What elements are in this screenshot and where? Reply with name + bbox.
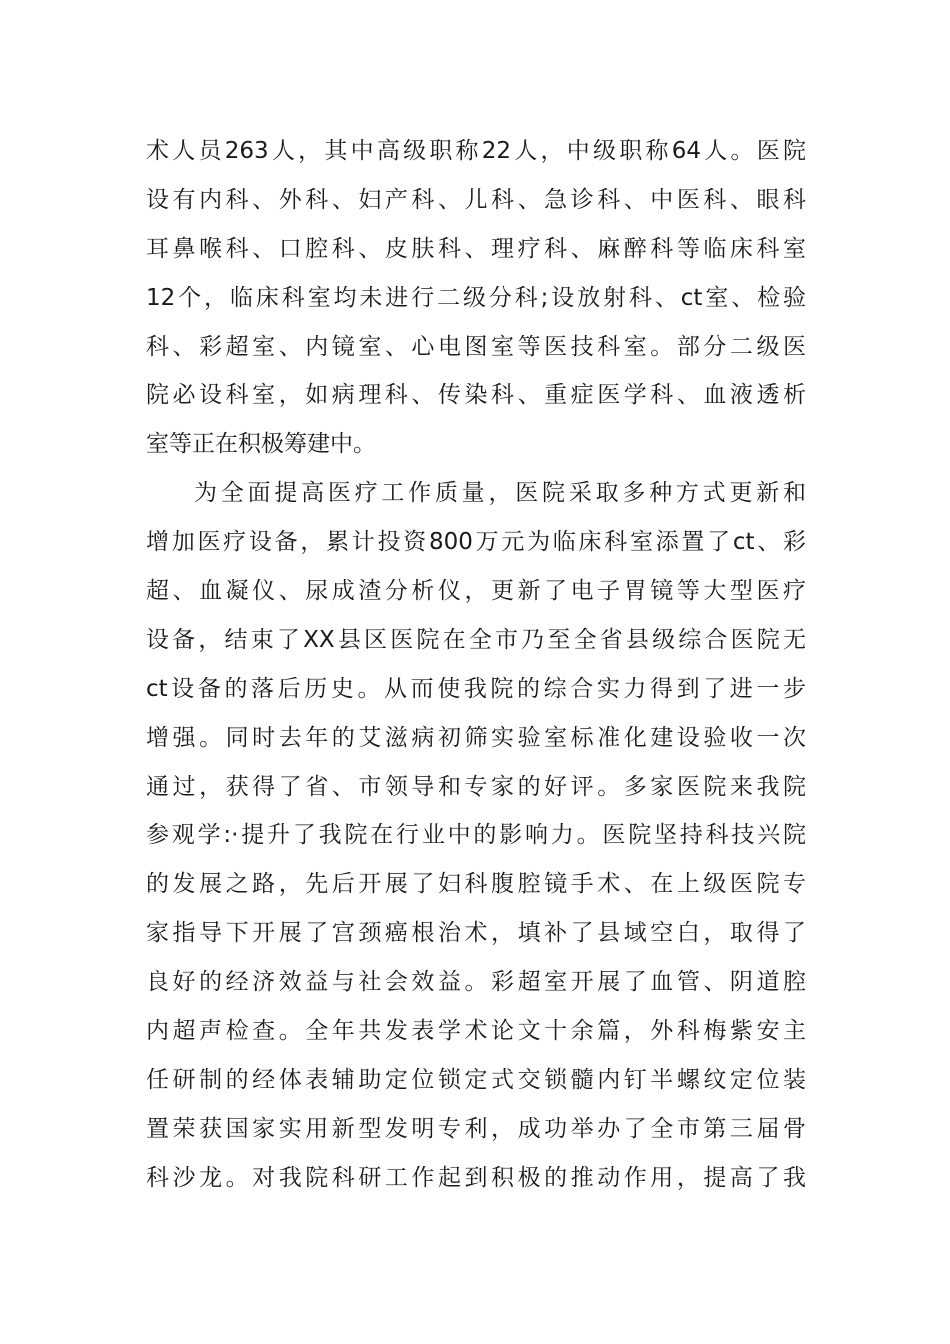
paragraph-2-line-6: 增强。同时去年的艾滋病初筛实验室标准化建设验收一次 <box>146 724 806 751</box>
paragraph-2-line-7: 通过，获得了省、市领导和专家的好评。多家医院来我院 <box>146 773 806 800</box>
paragraph-2-line-14: 置荣获国家实用新型发明专利，成功举办了全市第三届骨 <box>146 1115 806 1142</box>
body-text <box>146 127 806 1203</box>
paragraph-2-line-12: 内超声检查。全年共发表学术论文十余篇，外科梅紫安主 <box>146 1018 806 1045</box>
paragraph-2-line-3: 超、血凝仪、尿成渣分析仪，更新了电子胃镜等大型医疗 <box>146 578 806 605</box>
paragraph-1-line-2: 设有内科、外科、妇产科、儿科、急诊科、中医科、眼科 <box>146 186 806 213</box>
paragraph-1-line-1: 术人员263人，其中高级职称22人，中级职称64人。医院 <box>146 138 806 164</box>
paragraph-2-line-5: ct设备的落后历史。从而使我院的综合实力得到了进一步 <box>146 675 806 702</box>
paragraph-1-line-3: 耳鼻喉科、口腔科、皮肤科、理疗科、麻醉科等临床科室 <box>146 235 806 262</box>
paragraph-2-line-2: 增加医疗设备，累计投资800万元为临床科室添置了ct、彩 <box>146 529 806 556</box>
paragraph-1-line-6: 院必设科室，如病理科、传染科、重症医学科、血液透析 <box>146 382 806 409</box>
paragraph-2-line-1: 为全面提高医疗工作质量，医院采取多种方式更新和 <box>194 480 806 507</box>
paragraph-2-line-4: 设备，结束了XX县区医院在全市乃至全省县级综合医院无 <box>146 626 806 653</box>
paragraph-2-line-13: 任研制的经体表辅助定位锁定式交锁髓内钉半螺纹定位装 <box>146 1066 806 1093</box>
paragraph-2-line-15: 科沙龙。对我院科研工作起到积极的推动作用，提高了我 <box>146 1164 806 1191</box>
paragraph-2-line-10: 家指导下开展了宫颈癌根治术，填补了县域空白，取得了 <box>146 920 806 947</box>
paragraph-2-line-8: 参观学:·提升了我院在行业中的影响力。医院坚持科技兴院 <box>146 822 806 849</box>
paragraph-2-line-9: 的发展之路，先后开展了妇科腹腔镜手术、在上级医院专 <box>146 871 806 898</box>
paragraph-1-line-4: 12个，临床科室均未进行二级分科;设放射科、ct室、检验 <box>146 284 806 311</box>
paragraph-1-line-7: 室等正在积极筹建中。 <box>146 431 376 458</box>
paragraph-1-line-5: 科、彩超室、内镜室、心电图室等医技科室。部分二级医 <box>146 333 806 360</box>
paragraph-2-line-11: 良好的经济效益与社会效益。彩超室开展了血管、阴道腔 <box>146 969 806 996</box>
